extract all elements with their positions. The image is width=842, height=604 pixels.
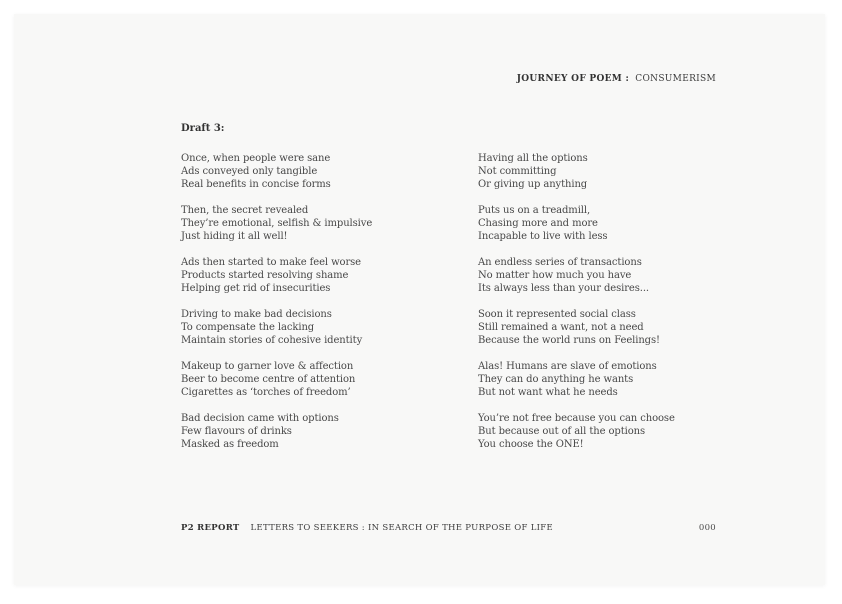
- header-section-title: JOURNEY OF POEM :: [516, 74, 630, 84]
- poem-line: Real benefits in concise forms: [181, 179, 331, 190]
- poem-line: Bad decision came with options: [181, 413, 339, 424]
- draft-label: Draft 3:: [181, 123, 225, 134]
- poem-line: Once, when people were sane: [181, 153, 331, 164]
- poem-line: Masked as freedom: [181, 439, 279, 450]
- poem-line: Not committing: [478, 166, 557, 177]
- poem-stanza: [181, 308, 372, 347]
- poem-line: To compensate the lacking: [181, 322, 315, 333]
- poem-stanza: [478, 412, 675, 451]
- poem-stanza: [478, 360, 675, 399]
- poem-stanza: [478, 204, 675, 243]
- footer-report-label: P2 REPORT: [181, 523, 240, 533]
- poem-line: But not want what he needs: [478, 387, 618, 398]
- poem-line: Just hiding it all well!: [181, 231, 288, 242]
- poem-line: Still remained a want, not a need: [478, 322, 644, 333]
- poem-stanza: [478, 308, 675, 347]
- poem-line: Cigarettes as ‘torches of freedom’: [181, 387, 351, 398]
- poem-line: Driving to make bad decisions: [181, 309, 332, 320]
- poem-line: Ads conveyed only tangible: [181, 166, 318, 177]
- poem-line: Its always less than your desires...: [478, 283, 650, 294]
- poem-line: You choose the ONE!: [478, 439, 584, 450]
- poem-line: No matter how much you have: [478, 270, 632, 281]
- poem-line: They can do anything he wants: [478, 374, 634, 385]
- poem-line: Few flavours of drinks: [181, 426, 292, 437]
- poem-line: Having all the options: [478, 153, 588, 164]
- running-footer: [181, 523, 716, 533]
- poem-line: Makeup to garner love & affection: [181, 361, 354, 372]
- poem-line: Alas! Humans are slave of emotions: [478, 361, 657, 372]
- poem-stanza: [181, 412, 372, 451]
- poem-line: Because the world runs on Feelings!: [478, 335, 660, 346]
- poem-line: They’re emotional, selfish & impulsive: [181, 218, 373, 229]
- poem-line: But because out of all the options: [478, 426, 646, 437]
- running-header: [517, 74, 716, 84]
- document-page: [14, 14, 825, 585]
- poem-line: Then, the secret revealed: [181, 205, 309, 216]
- poem-column-right: [478, 152, 675, 464]
- poem-line: Or giving up anything: [478, 179, 588, 190]
- poem-stanza: [181, 204, 372, 243]
- header-chapter-title: CONSUMERISM: [635, 74, 716, 84]
- poem-line: Helping get rid of insecurities: [181, 283, 331, 294]
- poem-line: Ads then started to make feel worse: [181, 257, 361, 268]
- poem-column-left: [181, 152, 372, 464]
- poem-line: Incapable to live with less: [478, 231, 608, 242]
- poem-line: Chasing more and more: [478, 218, 598, 229]
- poem-line: Soon it represented social class: [478, 309, 636, 320]
- poem-line: Beer to become centre of attention: [181, 374, 356, 385]
- poem-line: You’re not free because you can choose: [478, 413, 675, 424]
- footer-book-title: LETTERS TO SEEKERS : IN SEARCH OF THE PURPOSE OF LIFE: [250, 523, 554, 533]
- page-number: 000: [698, 523, 716, 533]
- poem-stanza: [181, 360, 372, 399]
- poem-line: Puts us on a treadmill,: [478, 205, 591, 216]
- poem-line: An endless series of transactions: [478, 257, 642, 268]
- poem-line: Products started resolving shame: [181, 270, 349, 281]
- poem-stanza: [478, 256, 675, 295]
- poem-stanza: [181, 152, 372, 191]
- poem-stanza: [478, 152, 675, 191]
- poem-line: Maintain stories of cohesive identity: [181, 335, 363, 346]
- poem-stanza: [181, 256, 372, 295]
